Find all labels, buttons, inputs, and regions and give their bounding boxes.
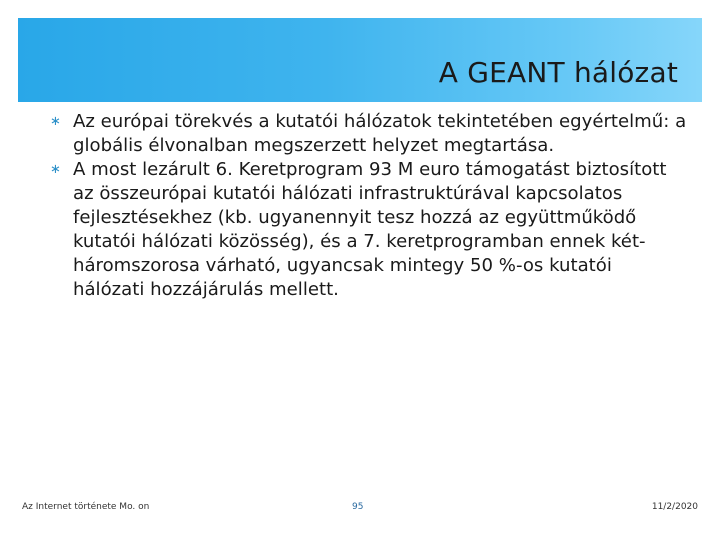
bullet-item-2 — [48, 158, 688, 302]
bullet-item-1 — [48, 110, 688, 158]
footer-date: 11/2/2020 — [651, 502, 698, 512]
slide-title: A GEANT hálózat — [438, 56, 678, 89]
bullet-list — [48, 110, 688, 302]
bullet-icon: ∗ — [50, 162, 61, 177]
page-number: 95 — [352, 502, 364, 512]
bullet-text-2: A most lezárult 6. Keretprogram 93 M euro támogatást biztosított az összeurópai kutatói hálózati infrastruktúrával kapcsolatos fejlesztésekhez (kb. ugyanennyit tesz hozzá az együttműködő kutatói hálózati közösség), és a 7. keretprogramban ennek két-háromszorosa várható, ugyancsak mintegy 50 %-os kutatói hálózati hozzájárulás mellett. — [73, 159, 667, 300]
bullet-icon: ∗ — [50, 114, 61, 129]
footer-text: Az Internet története Mo. on — [22, 502, 150, 512]
bullet-text-1: Az európai törekvés a kutatói hálózatok tekintetében egyértelmű: a globális élvonalban megszerzett helyzet megtartása. — [73, 111, 687, 156]
